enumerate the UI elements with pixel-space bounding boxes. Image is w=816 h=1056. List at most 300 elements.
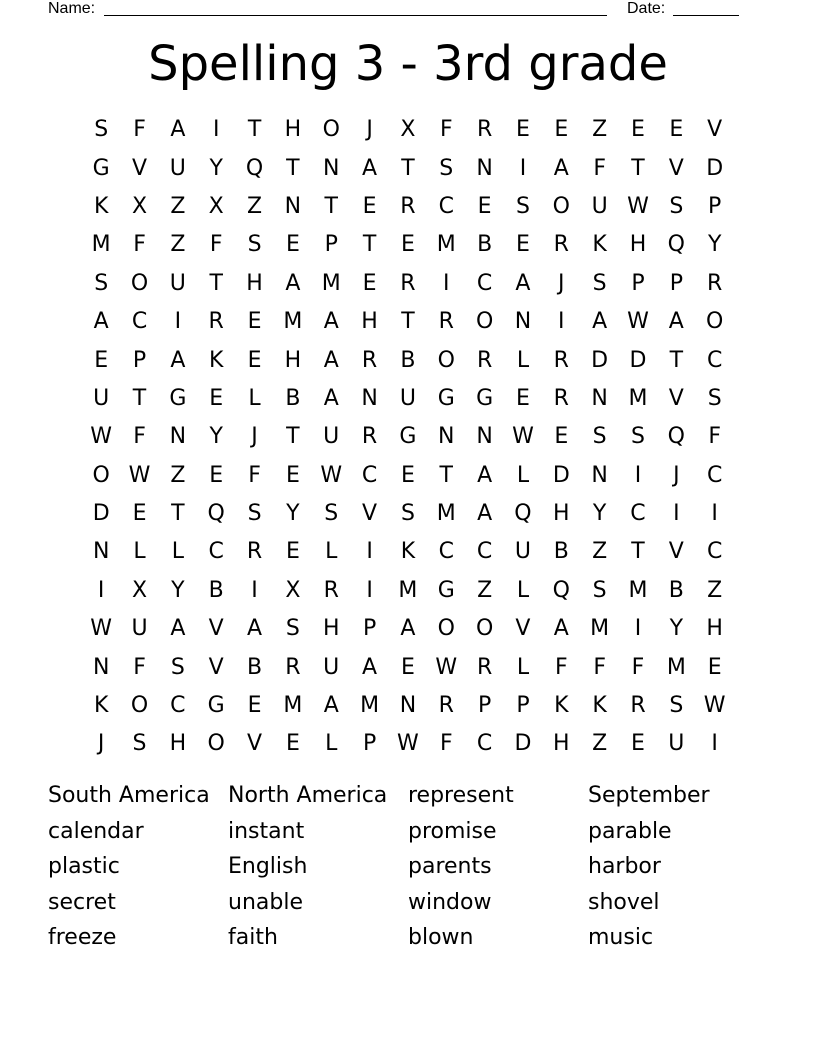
grid-cell[interactable]: T xyxy=(171,501,185,527)
grid-cell[interactable]: S xyxy=(592,577,607,603)
grid-cell[interactable]: P xyxy=(362,616,377,642)
grid-cell[interactable]: B xyxy=(208,577,224,603)
grid-cell[interactable]: A xyxy=(323,347,339,373)
grid-cell[interactable]: O xyxy=(207,731,225,757)
grid-cell[interactable]: R xyxy=(323,577,339,603)
grid-cell[interactable]: A xyxy=(323,309,339,335)
grid-cell[interactable]: M xyxy=(436,501,456,527)
grid-cell[interactable]: H xyxy=(322,616,340,642)
grid-cell[interactable]: X xyxy=(131,577,148,603)
grid-cell[interactable]: M xyxy=(91,232,111,258)
grid-cell[interactable]: I xyxy=(251,577,258,603)
grid-cell[interactable]: O xyxy=(92,462,110,488)
grid-cell[interactable]: F xyxy=(133,424,146,450)
page-title: Spelling 3 - 3rd grade xyxy=(148,36,668,92)
grid-cell[interactable]: P xyxy=(708,193,722,219)
grid-cell[interactable]: E xyxy=(94,347,109,373)
grid-cell[interactable]: I xyxy=(366,539,373,565)
grid-cell[interactable]: G xyxy=(476,385,494,411)
grid-cell[interactable]: A xyxy=(668,309,684,335)
grid-cell[interactable]: C xyxy=(476,731,493,757)
grid-cell[interactable]: E xyxy=(554,424,569,450)
grid-cell[interactable]: I xyxy=(711,501,718,527)
grid-cell[interactable]: N xyxy=(476,424,493,450)
grid-cell[interactable]: I xyxy=(634,616,642,642)
word-list-item: South America xyxy=(48,783,210,808)
grid-cell[interactable]: V xyxy=(515,616,531,642)
grid-cell[interactable]: R xyxy=(476,654,493,680)
grid-cell[interactable]: E xyxy=(247,309,262,335)
grid-cell[interactable]: D xyxy=(552,462,570,488)
grid-cell[interactable]: S xyxy=(285,616,300,642)
grid-cell[interactable]: U xyxy=(591,193,608,219)
grid-cell[interactable]: C xyxy=(438,539,454,565)
grid-cell[interactable]: N xyxy=(361,385,378,411)
grid-cell[interactable]: Q xyxy=(207,501,225,527)
grid-cell[interactable]: K xyxy=(93,693,109,719)
grid-cell[interactable]: D xyxy=(629,347,647,373)
grid-cell[interactable]: N xyxy=(476,155,493,181)
grid-cell[interactable]: A xyxy=(247,616,263,642)
grid-cell[interactable]: J xyxy=(251,424,258,450)
grid-cell[interactable]: Z xyxy=(592,731,608,757)
grid-cell[interactable]: A xyxy=(592,309,608,335)
grid-cell[interactable]: F xyxy=(133,654,146,680)
grid-cell[interactable]: R xyxy=(553,385,569,411)
grid-cell[interactable]: E xyxy=(707,654,722,680)
grid-row xyxy=(82,341,734,379)
grid-cell[interactable]: W xyxy=(512,424,534,450)
grid-cell[interactable]: Y xyxy=(209,424,223,450)
grid-cell[interactable]: T xyxy=(324,193,338,219)
grid-cell[interactable]: I xyxy=(443,270,450,296)
grid-cell[interactable]: L xyxy=(248,385,261,411)
grid-cell[interactable]: E xyxy=(554,117,569,143)
grid-cell[interactable]: S xyxy=(515,193,530,219)
grid-cell[interactable]: O xyxy=(437,347,455,373)
name-blank-line xyxy=(104,15,607,16)
grid-cell[interactable]: S xyxy=(439,155,454,181)
grid-cell[interactable]: E xyxy=(400,232,415,258)
grid-row xyxy=(82,687,734,725)
grid-cell[interactable]: F xyxy=(554,654,568,680)
grid-cell[interactable]: C xyxy=(131,309,148,335)
word-list-item: faith xyxy=(228,925,278,951)
grid-cell[interactable]: R xyxy=(476,347,493,373)
grid-cell[interactable]: S xyxy=(669,193,684,219)
grid-cell[interactable]: Q xyxy=(552,577,570,603)
grid-cell[interactable]: L xyxy=(325,539,338,565)
grid-cell[interactable]: R xyxy=(438,309,454,335)
grid-cell[interactable]: C xyxy=(208,539,224,565)
grid-cell[interactable]: N xyxy=(284,193,302,219)
grid-cell[interactable]: C xyxy=(170,693,186,719)
grid-cell[interactable]: F xyxy=(439,731,453,757)
grid-cell[interactable]: W xyxy=(435,654,458,680)
grid-cell[interactable]: B xyxy=(553,539,569,565)
grid-cell[interactable]: S xyxy=(707,385,722,411)
grid-cell[interactable]: J xyxy=(673,462,680,488)
grid-cell[interactable]: V xyxy=(131,155,148,181)
grid-cell[interactable]: F xyxy=(133,117,146,143)
grid-cell[interactable]: M xyxy=(666,654,686,680)
grid-cell[interactable]: A xyxy=(170,347,186,373)
grid-cell[interactable]: U xyxy=(169,270,186,296)
grid-cell[interactable]: C xyxy=(706,462,723,488)
grid-cell[interactable]: S xyxy=(631,424,645,450)
grid-cell[interactable]: R xyxy=(208,309,224,335)
grid-cell[interactable]: E xyxy=(516,385,530,411)
grid-cell[interactable]: G xyxy=(437,577,455,603)
grid-cell[interactable]: O xyxy=(322,117,340,143)
grid-cell[interactable]: C xyxy=(476,539,493,565)
grid-cell[interactable]: H xyxy=(553,731,570,757)
grid-cell[interactable]: A xyxy=(553,155,569,181)
grid-cell[interactable]: Z xyxy=(247,193,263,219)
grid-cell[interactable]: U xyxy=(323,424,340,450)
grid-cell[interactable]: W xyxy=(627,309,649,335)
grid-cell[interactable]: T xyxy=(669,347,684,373)
grid-cell[interactable]: R xyxy=(400,270,416,296)
grid-cell[interactable]: U xyxy=(514,539,531,565)
grid-cell[interactable]: O xyxy=(130,270,149,296)
grid-cell[interactable]: F xyxy=(133,232,146,258)
grid-cell[interactable]: Y xyxy=(286,501,300,527)
grid-cell[interactable]: W xyxy=(90,616,113,642)
grid-cell[interactable]: A xyxy=(553,616,569,642)
grid-cell[interactable]: I xyxy=(711,731,718,757)
grid-cell[interactable]: E xyxy=(477,193,492,219)
grid-cell[interactable]: Y xyxy=(171,577,185,603)
grid-cell[interactable]: F xyxy=(593,654,606,680)
grid-cell[interactable]: H xyxy=(629,232,647,258)
grid-cell[interactable]: I xyxy=(558,309,565,335)
grid-cell[interactable]: N xyxy=(323,155,340,181)
grid-cell[interactable]: F xyxy=(708,424,721,450)
grid-cell[interactable]: T xyxy=(631,539,645,565)
grid-cell[interactable]: O xyxy=(475,616,494,642)
grid-cell[interactable]: A xyxy=(362,654,378,680)
grid-cell[interactable]: C xyxy=(630,501,646,527)
grid-cell[interactable]: E xyxy=(247,693,262,719)
grid-cell[interactable]: N xyxy=(591,385,608,411)
grid-cell[interactable]: Y xyxy=(592,501,607,527)
grid-cell[interactable]: C xyxy=(706,347,723,373)
grid-cell[interactable]: A xyxy=(362,155,378,181)
grid-cell[interactable]: T xyxy=(209,270,223,296)
grid-cell[interactable]: R xyxy=(361,347,378,373)
grid-cell[interactable]: E xyxy=(132,501,147,527)
grid-cell[interactable]: H xyxy=(284,117,302,143)
grid-cell[interactable]: K xyxy=(592,232,607,258)
grid-cell[interactable]: Z xyxy=(707,577,723,603)
grid-cell[interactable]: E xyxy=(516,232,530,258)
grid-cell[interactable]: N xyxy=(92,539,110,565)
grid-cell[interactable]: V xyxy=(362,501,378,527)
grid-cell[interactable]: F xyxy=(631,654,645,680)
grid-cell[interactable]: Y xyxy=(209,155,223,181)
grid-cell[interactable]: C xyxy=(706,539,723,565)
grid-cell[interactable]: R xyxy=(707,270,723,296)
grid-cell[interactable]: F xyxy=(439,117,453,143)
grid-cell[interactable]: E xyxy=(362,270,377,296)
grid-cell[interactable]: T xyxy=(401,155,415,181)
grid-cell[interactable]: S xyxy=(247,232,262,258)
grid-cell[interactable]: M xyxy=(436,232,456,258)
grid-cell[interactable]: R xyxy=(553,232,569,258)
grid-cell[interactable]: A xyxy=(170,616,186,642)
grid-cell[interactable]: E xyxy=(247,347,262,373)
grid-cell[interactable]: N xyxy=(169,424,187,450)
grid-cell[interactable]: E xyxy=(209,462,224,488)
grid-cell[interactable]: V xyxy=(247,731,263,757)
grid-cell[interactable]: R xyxy=(630,693,646,719)
grid-cell[interactable]: L xyxy=(516,462,530,488)
grid-cell[interactable]: E xyxy=(285,462,300,488)
grid-cell[interactable]: W xyxy=(128,462,151,488)
grid-cell[interactable]: B xyxy=(400,347,416,373)
grid-cell[interactable]: M xyxy=(321,270,341,296)
grid-cell[interactable]: A xyxy=(323,385,339,411)
grid-cell[interactable]: R xyxy=(476,117,493,143)
grid-cell[interactable]: I xyxy=(174,309,182,335)
grid-cell[interactable]: I xyxy=(634,462,642,488)
grid-cell[interactable]: K xyxy=(592,693,607,719)
grid-cell[interactable]: H xyxy=(169,731,187,757)
grid-cell[interactable]: T xyxy=(132,385,147,411)
grid-cell[interactable]: G xyxy=(437,385,455,411)
grid-cell[interactable]: B xyxy=(285,385,301,411)
grid-cell[interactable]: I xyxy=(212,117,220,143)
grid-cell[interactable]: K xyxy=(93,193,109,219)
grid-cell[interactable]: L xyxy=(171,539,184,565)
grid-cell[interactable]: G xyxy=(207,693,225,719)
grid-cell[interactable]: B xyxy=(477,232,493,258)
grid-cell[interactable]: L xyxy=(516,654,530,680)
grid-cell[interactable]: P xyxy=(132,347,147,373)
grid-cell[interactable]: N xyxy=(92,654,110,680)
grid-cell[interactable]: T xyxy=(286,424,300,450)
grid-cell[interactable]: U xyxy=(93,385,110,411)
grid-cell[interactable]: O xyxy=(130,693,149,719)
grid-cell[interactable]: F xyxy=(248,462,261,488)
grid-cell[interactable]: S xyxy=(592,270,607,296)
grid-cell[interactable]: P xyxy=(362,731,377,757)
grid-cell[interactable]: M xyxy=(360,693,380,719)
grid-cell[interactable]: E xyxy=(669,117,684,143)
grid-cell[interactable]: M xyxy=(283,309,303,335)
grid-cell[interactable]: R xyxy=(246,539,263,565)
grid-cell[interactable]: V xyxy=(668,385,684,411)
grid-cell[interactable]: T xyxy=(439,462,453,488)
grid-cell[interactable]: A xyxy=(93,309,109,335)
grid-cell[interactable]: Z xyxy=(592,117,608,143)
grid-cell[interactable]: A xyxy=(477,501,493,527)
grid-cell[interactable]: H xyxy=(553,501,570,527)
grid-cell[interactable]: X xyxy=(131,193,148,219)
grid-cell[interactable]: S xyxy=(400,501,415,527)
grid-cell[interactable]: K xyxy=(400,539,416,565)
grid-cell[interactable]: V xyxy=(668,155,684,181)
grid-cell[interactable]: Z xyxy=(592,539,608,565)
grid-cell[interactable]: D xyxy=(591,347,609,373)
grid-cell[interactable]: A xyxy=(515,270,531,296)
grid-cell[interactable]: E xyxy=(285,539,300,565)
grid-cell[interactable]: Z xyxy=(170,193,186,219)
grid-cell[interactable]: T xyxy=(362,232,377,258)
grid-cell[interactable]: S xyxy=(592,424,607,450)
grid-cell[interactable]: Z xyxy=(170,232,186,258)
grid-cell[interactable]: T xyxy=(631,155,645,181)
grid-cell[interactable]: D xyxy=(514,731,532,757)
grid-cell[interactable]: G xyxy=(92,155,110,181)
word-list-item: calendar xyxy=(48,818,144,844)
grid-cell[interactable]: N xyxy=(591,462,608,488)
grid-cell[interactable]: G xyxy=(399,424,417,450)
grid-cell[interactable]: Q xyxy=(514,501,532,527)
grid-row xyxy=(82,457,734,495)
grid-cell[interactable]: I xyxy=(673,501,680,527)
grid-cell[interactable]: W xyxy=(627,193,649,219)
grid-cell[interactable]: E xyxy=(400,462,415,488)
grid-cell[interactable]: Q xyxy=(667,424,685,450)
grid-cell[interactable]: V xyxy=(208,654,224,680)
grid-cell[interactable]: P xyxy=(477,693,492,719)
grid-cell[interactable]: O xyxy=(706,309,724,335)
grid-cell[interactable]: O xyxy=(552,193,570,219)
grid-cell[interactable]: E xyxy=(362,193,377,219)
grid-cell[interactable]: O xyxy=(475,309,494,335)
grid-cell[interactable]: U xyxy=(131,616,148,642)
grid-cell[interactable]: B xyxy=(668,577,684,603)
grid-cell[interactable]: A xyxy=(170,117,186,143)
grid-cell[interactable]: K xyxy=(554,693,569,719)
word-list-item: unable xyxy=(228,889,303,915)
grid-cell[interactable]: B xyxy=(247,654,263,680)
grid-cell[interactable]: P xyxy=(324,232,338,258)
grid-cell[interactable]: T xyxy=(286,155,300,181)
grid-cell[interactable]: H xyxy=(706,616,723,642)
grid-cell[interactable]: V xyxy=(707,117,723,143)
grid-cell[interactable]: L xyxy=(133,539,146,565)
grid-cell[interactable]: Q xyxy=(245,155,264,181)
grid-cell[interactable]: F xyxy=(209,232,223,258)
grid-cell[interactable]: Z xyxy=(477,577,493,603)
grid-cell[interactable]: X xyxy=(400,117,416,143)
grid-cell[interactable]: R xyxy=(285,654,301,680)
grid-cell[interactable]: S xyxy=(324,501,339,527)
grid-cell[interactable]: L xyxy=(325,731,338,757)
grid-cell[interactable]: O xyxy=(437,616,455,642)
grid-cell[interactable]: M xyxy=(398,577,418,603)
grid-cell[interactable]: E xyxy=(516,117,530,143)
grid-cell[interactable]: E xyxy=(631,117,645,143)
grid-cell[interactable]: L xyxy=(516,577,530,603)
grid-cell[interactable]: L xyxy=(516,347,530,373)
grid-cell[interactable]: H xyxy=(246,270,263,296)
grid-cell[interactable]: I xyxy=(366,577,373,603)
grid-cell[interactable]: U xyxy=(668,731,685,757)
grid-cell[interactable]: V xyxy=(208,616,224,642)
grid-cell[interactable]: X xyxy=(208,193,224,219)
grid-cell[interactable]: H xyxy=(284,347,302,373)
grid-cell[interactable]: W xyxy=(703,693,726,719)
grid-cell[interactable]: E xyxy=(209,385,224,411)
grid-cell[interactable]: N xyxy=(399,693,417,719)
grid-cell[interactable]: J xyxy=(97,731,105,757)
grid-cell[interactable]: Z xyxy=(170,462,186,488)
grid-cell[interactable]: C xyxy=(361,462,378,488)
grid-cell[interactable]: R xyxy=(553,347,569,373)
grid-cell[interactable]: E xyxy=(631,731,645,757)
grid-cell[interactable]: U xyxy=(323,654,340,680)
grid-cell[interactable]: I xyxy=(519,155,527,181)
grid-row xyxy=(82,610,734,648)
grid-cell[interactable]: W xyxy=(90,424,113,450)
grid-cell[interactable]: N xyxy=(514,309,532,335)
grid-cell[interactable]: X xyxy=(285,577,301,603)
grid-cell[interactable]: M xyxy=(283,693,303,719)
grid-cell[interactable]: Y xyxy=(707,232,722,258)
grid-cell[interactable]: E xyxy=(285,232,300,258)
grid-cell[interactable]: Y xyxy=(669,616,684,642)
grid-cell[interactable]: P xyxy=(516,693,530,719)
grid-cell[interactable]: E xyxy=(400,654,415,680)
grid-cell[interactable]: S xyxy=(94,117,109,143)
grid-cell[interactable]: W xyxy=(397,731,419,757)
grid-cell[interactable]: U xyxy=(399,385,416,411)
grid-cell[interactable]: P xyxy=(669,270,683,296)
grid-cell[interactable]: T xyxy=(247,117,262,143)
grid-cell[interactable]: A xyxy=(285,270,301,296)
grid-cell[interactable]: N xyxy=(438,424,455,450)
grid-cell[interactable]: K xyxy=(208,347,224,373)
grid-cell[interactable]: F xyxy=(593,155,606,181)
grid-cell[interactable]: I xyxy=(97,577,105,603)
grid-cell[interactable]: S xyxy=(132,731,147,757)
grid-cell[interactable]: Q xyxy=(667,232,685,258)
grid-cell[interactable]: A xyxy=(323,693,339,719)
grid-cell[interactable]: C xyxy=(476,270,493,296)
grid-cell[interactable]: V xyxy=(668,539,684,565)
grid-cell[interactable]: E xyxy=(285,731,300,757)
grid-cell[interactable]: G xyxy=(169,385,187,411)
grid-cell[interactable]: J xyxy=(366,117,373,143)
grid-cell[interactable]: S xyxy=(669,693,684,719)
grid-cell[interactable]: M xyxy=(590,616,610,642)
grid-cell[interactable]: R xyxy=(438,693,454,719)
grid-cell[interactable]: T xyxy=(401,309,415,335)
grid-cell[interactable]: C xyxy=(438,193,454,219)
grid-cell[interactable]: D xyxy=(92,501,110,527)
grid-cell[interactable]: S xyxy=(94,270,109,296)
grid-cell[interactable]: R xyxy=(361,424,378,450)
grid-cell[interactable]: S xyxy=(247,501,262,527)
grid-cell[interactable]: U xyxy=(169,155,186,181)
grid-cell[interactable]: J xyxy=(558,270,565,296)
grid-cell[interactable]: D xyxy=(706,155,724,181)
grid-cell[interactable]: A xyxy=(400,616,416,642)
grid-cell[interactable]: P xyxy=(631,270,645,296)
grid-cell[interactable]: R xyxy=(400,193,416,219)
date-blank-line xyxy=(673,15,739,16)
grid-cell[interactable]: H xyxy=(361,309,378,335)
grid-cell[interactable]: M xyxy=(628,577,648,603)
grid-cell[interactable]: A xyxy=(477,462,493,488)
grid-cell[interactable]: M xyxy=(628,385,648,411)
grid-cell[interactable]: S xyxy=(170,654,185,680)
grid-cell[interactable]: W xyxy=(320,462,343,488)
